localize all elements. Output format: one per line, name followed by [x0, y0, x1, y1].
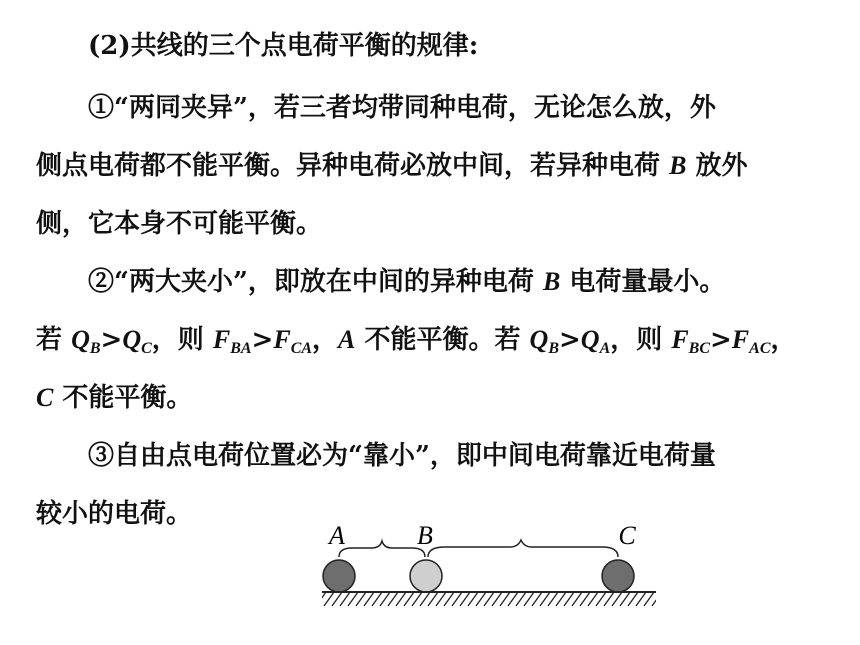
p2-ze: ，则 [610, 325, 663, 355]
hatch-mark [388, 592, 398, 606]
hatch-mark [380, 592, 390, 606]
hatch-mark [420, 592, 430, 606]
greater-than: > [251, 325, 274, 355]
charge-c-symbol: C [36, 383, 54, 412]
charge-b-ball [410, 560, 442, 592]
hatch-mark [556, 592, 566, 606]
f-subscript: BA [230, 340, 252, 357]
label-b: B [417, 521, 433, 550]
hatch-mark [524, 592, 534, 606]
q-subscript: C [141, 340, 152, 357]
p3-l2-text: 较小的电荷。 [36, 499, 193, 529]
hatch-mark [436, 592, 446, 606]
p2-l1a-text: ②“两大夹小”，即放在中间的异种电荷 [88, 267, 534, 297]
f-symbol: F [671, 325, 689, 354]
f-subscript: AC [749, 340, 771, 357]
charge-b-symbol: B [669, 151, 687, 180]
greater-than: > [558, 325, 581, 355]
f-symbol: F [273, 325, 291, 354]
q-symbol: Q [529, 325, 549, 354]
hatch-mark [660, 592, 670, 606]
f-symbol: F [212, 325, 231, 354]
ground-hatch [316, 592, 670, 606]
hatch-mark [532, 592, 542, 606]
hatch-mark [348, 592, 358, 606]
hatch-mark [484, 592, 494, 606]
heading-text: (2)共线的三个点电荷平衡的规律: [88, 31, 479, 61]
q-subscript: B [548, 340, 559, 357]
hatch-mark [596, 592, 606, 606]
hatch-mark [572, 592, 582, 606]
brace-bc [428, 540, 618, 557]
comma: ， [770, 325, 797, 355]
hatch-mark [396, 592, 406, 606]
p1-l2a-text: 侧点电荷都不能平衡。异种电荷必放中间，若异种电荷 [36, 151, 661, 181]
hatch-mark [468, 592, 478, 606]
hatch-mark [548, 592, 558, 606]
hatch-mark [500, 592, 510, 606]
hatch-mark [460, 592, 470, 606]
p1-l2c-text: 放外 [695, 151, 748, 181]
hatch-mark [412, 592, 422, 606]
p2-bu1: 不能平衡。若 [364, 325, 521, 355]
hatch-mark [516, 592, 526, 606]
hatch-mark [644, 592, 654, 606]
hatch-mark [364, 592, 374, 606]
q-subscript: A [599, 340, 611, 357]
hatch-mark [404, 592, 414, 606]
f-subscript: CA [290, 340, 313, 357]
hatch-mark [620, 592, 630, 606]
hatch-mark [564, 592, 574, 606]
q-symbol: Q [580, 325, 600, 354]
p2-bu2: 不能平衡。 [62, 383, 193, 413]
greater-than: > [710, 325, 732, 355]
p2-ze: ，则 [151, 325, 204, 355]
hatch-mark [444, 592, 454, 606]
hatch-mark [588, 592, 598, 606]
charge-a-ball [323, 560, 355, 592]
label-a: A [329, 521, 345, 550]
q-symbol: Q [122, 325, 142, 354]
hatch-mark [324, 592, 334, 606]
hatch-mark [372, 592, 382, 606]
p3-l1-text: ③自由点电荷位置必为“靠小”，即中间电荷靠近电荷量 [88, 441, 716, 471]
comma: ， [312, 325, 339, 355]
hatch-mark [492, 592, 502, 606]
q-symbol: Q [71, 325, 90, 354]
p2-ruo: 若 [36, 325, 63, 355]
charge-b-symbol: B [542, 267, 561, 296]
p1-l3-text: 侧，它本身不可能平衡。 [36, 209, 323, 239]
hatch-mark [652, 592, 662, 606]
label-c: C [618, 521, 636, 550]
hatch-mark [580, 592, 590, 606]
hatch-mark [604, 592, 614, 606]
hatch-mark [340, 592, 350, 606]
q-subscript: B [89, 340, 101, 357]
hatch-mark [332, 592, 342, 606]
hatch-mark [612, 592, 622, 606]
hatch-mark [628, 592, 638, 606]
greater-than: > [100, 325, 123, 355]
p2-l1c-text: 电荷量最小。 [569, 267, 726, 297]
hatch-mark [356, 592, 366, 606]
hatch-mark [636, 592, 646, 606]
charge-c-ball [602, 560, 634, 592]
hatch-mark [476, 592, 486, 606]
hatch-mark [508, 592, 518, 606]
p1-l1-text: ①“两同夹异”，若三者均带同种电荷，无论怎么放，外 [88, 93, 716, 123]
hatch-mark [540, 592, 550, 606]
f-subscript: BC [688, 340, 710, 357]
charge-a-symbol: A [338, 325, 356, 354]
hatch-mark [316, 592, 326, 606]
hatch-mark [428, 592, 438, 606]
f-symbol: F [731, 325, 750, 354]
brace-ab [339, 541, 425, 557]
hatch-mark [452, 592, 462, 606]
